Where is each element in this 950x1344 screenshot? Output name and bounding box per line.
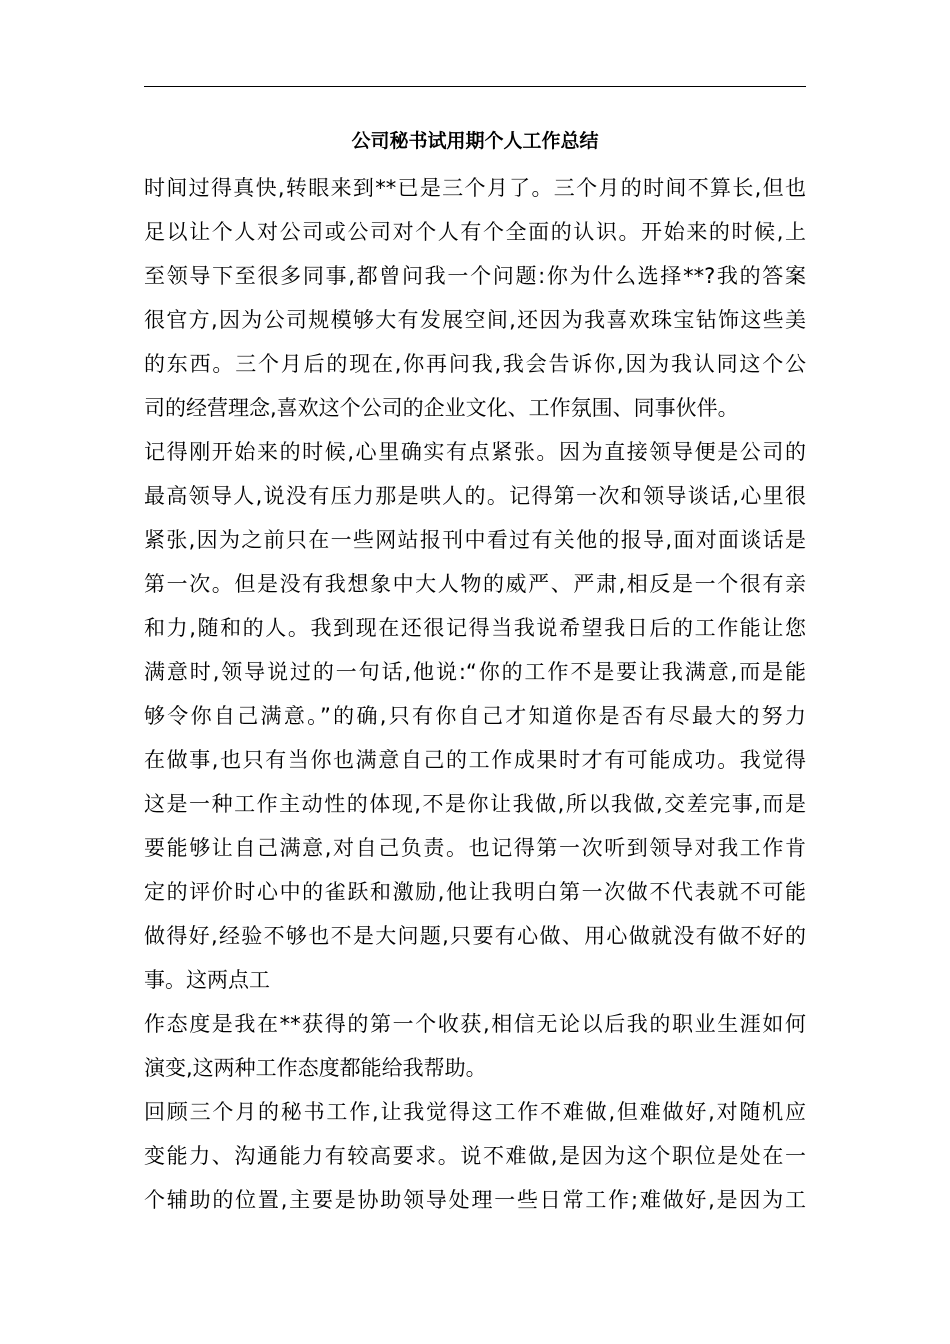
text-line: 要能够让自己满意,对自己负责。也记得第一次听到领导对我工作肯 (144, 836, 806, 860)
document-title: 公司秘书试用期个人工作总结 (351, 130, 599, 152)
text-line: 够令你自己满意。”的确,只有你自己才知道你是否有尽最大的努力 (144, 704, 806, 728)
text-line: 的东西。三个月后的现在,你再问我,我会告诉你,因为我认同这个公 (144, 352, 806, 376)
text-line: 满意时,领导说过的一句话,他说:“你的工作不是要让我满意,而是能 (144, 660, 806, 684)
text-line: 司的经营理念,喜欢这个公司的企业文化、工作氛围、同事伙伴。 (144, 396, 739, 420)
text-line: 在做事,也只有当你也满意自己的工作成果时才有可能成功。我觉得 (144, 748, 806, 772)
text-line: 定的评价时心中的雀跃和激励,他让我明白第一次做不代表就不可能 (144, 880, 806, 904)
text-line: 这是一种工作主动性的体现,不是你让我做,所以我做,交差完事,而是 (144, 792, 806, 816)
text-line: 至领导下至很多同事,都曾问我一个问题:你为什么选择**?我的答案 (144, 264, 806, 288)
text-line: 回顾三个月的秘书工作,让我觉得这工作不难做,但难做好,对随机应 (144, 1100, 806, 1124)
text-line: 演变,这两种工作态度都能给我帮助。 (144, 1056, 487, 1080)
text-line: 个辅助的位置,主要是协助领导处理一些日常工作;难做好,是因为工 (144, 1188, 806, 1212)
text-line: 足以让个人对公司或公司对个人有个全面的认识。开始来的时候,上 (144, 220, 806, 244)
text-line: 最高领导人,说没有压力那是哄人的。记得第一次和领导谈话,心里很 (144, 484, 806, 508)
header-rule (144, 86, 806, 87)
text-line: 作态度是我在**获得的第一个收获,相信无论以后我的职业生涯如何 (144, 1012, 806, 1036)
text-line: 紧张,因为之前只在一些网站报刊中看过有关他的报导,面对面谈话是 (144, 528, 806, 552)
text-line: 第一次。但是没有我想象中大人物的威严、严肃,相反是一个很有亲 (144, 572, 806, 596)
document-body (144, 166, 806, 1222)
text-line: 做得好,经验不够也不是大问题,只要有心做、用心做就没有做不好的 (144, 924, 806, 948)
text-line: 记得刚开始来的时候,心里确实有点紧张。因为直接领导便是公司的 (144, 440, 806, 464)
text-line: 事。这两点工 (144, 968, 270, 992)
text-line: 变能力、沟通能力有较高要求。说不难做,是因为这个职位是处在一 (144, 1144, 806, 1168)
text-line: 很官方,因为公司规模够大有发展空间,还因为我喜欢珠宝钻饰这些美 (144, 308, 806, 332)
text-line: 时间过得真快,转眼来到**已是三个月了。三个月的时间不算长,但也 (144, 176, 806, 200)
text-line: 和力,随和的人。我到现在还很记得当我说希望我日后的工作能让您 (144, 616, 806, 640)
